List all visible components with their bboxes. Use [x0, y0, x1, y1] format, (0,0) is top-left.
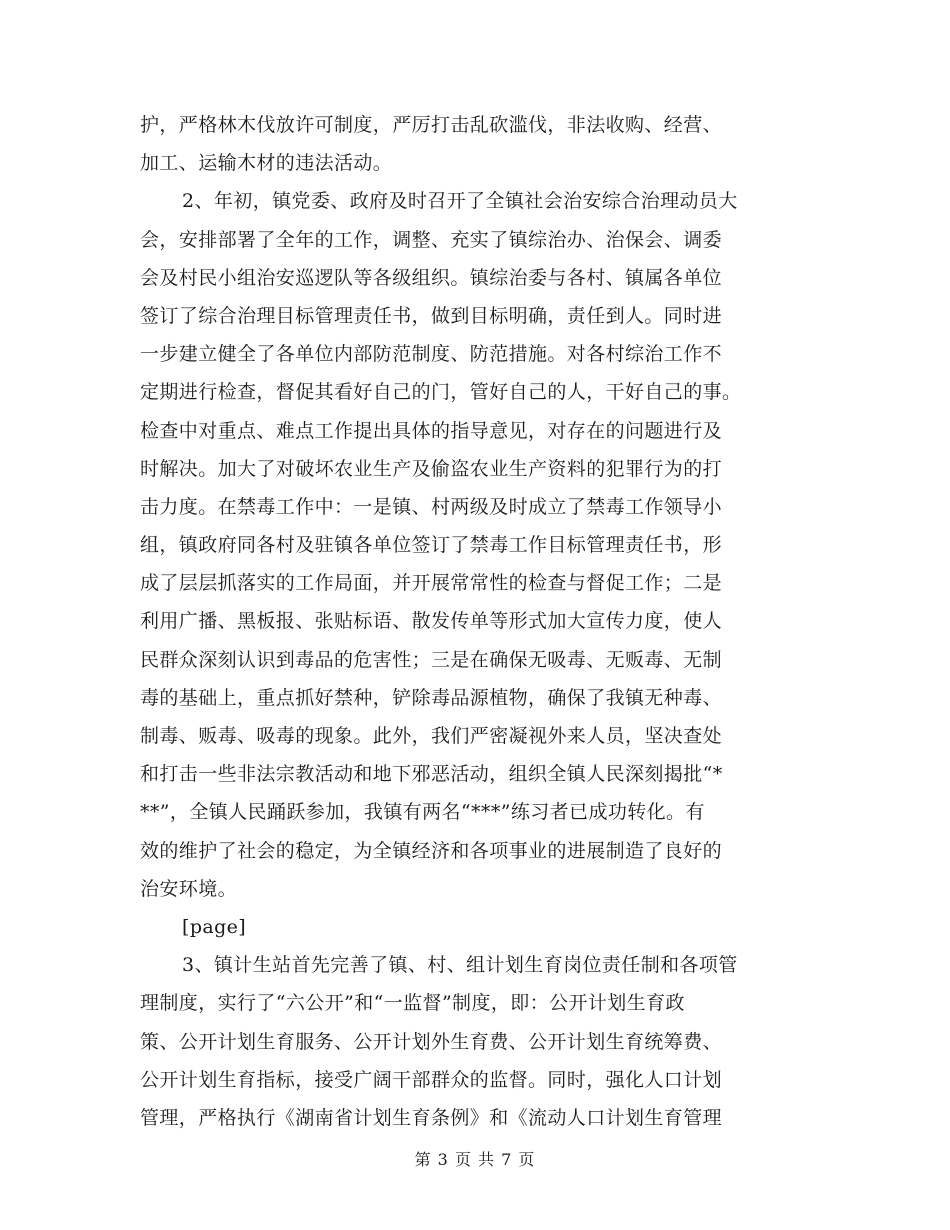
text-line: 治安环境。 [140, 877, 238, 900]
text-line: 组，镇政府同各村及驻镇各单位签订了禁毒工作目标管理责任书，形 [140, 534, 723, 557]
text-line: [page] [182, 915, 247, 938]
text-line: 签订了综合治理目标管理责任书，做到目标明确，责任到人。同时进 [140, 304, 723, 327]
text-line: 2、年初，镇党委、政府及时召开了全镇社会治安综合治理动员大 [182, 190, 738, 213]
text-line: 毒的基础上，重点抓好禁种，铲除毒品源植物，确保了我镇无种毒、 [140, 686, 723, 709]
text-line: 策、公开计划生育服务、公开计划外生育费、公开计划生育统筹费、 [140, 1030, 723, 1053]
page-footer: 第 3 页 共 7 页 [414, 1150, 536, 1169]
text-line: 制毒、贩毒、吸毒的现象。此外，我们严密凝视外来人员，坚决查处 [140, 725, 723, 747]
text-line: 护，严格林木伐放许可制度，严厉打击乱砍滥伐，非法收购、经营、 [140, 114, 723, 136]
text-line: **”，全镇人民踊跃参加，我镇有两名“***”练习者已成功转化。有 [140, 801, 705, 824]
text-line: 击力度。在禁毒工作中：一是镇、村两级及时成立了禁毒工作领导小 [140, 495, 723, 518]
text-line: 理制度，实行了“六公开”和“一监督”制度，即：公开计划生育政 [140, 992, 685, 1015]
text-line: 会，安排部署了全年的工作，调整、充实了镇综治办、治保会、调委 [140, 228, 723, 251]
text-line: 利用广播、黑板报、张贴标语、散发传单等形式加大宣传力度，使人 [140, 610, 723, 633]
text-line: 3、镇计生站首先完善了镇、村、组计划生育岗位责任制和各项管 [182, 954, 738, 977]
text-line: 公开计划生育指标，接受广阔干部群众的监督。同时，强化人口计划 [140, 1068, 723, 1091]
text-line: 会及村民小组治安巡逻队等各级组织。镇综治委与各村、镇属各单位 [140, 266, 723, 289]
text-line: 时解决。加大了对破坏农业生产及偷盗农业生产资料的犯罪行为的打 [140, 457, 723, 480]
document-body [140, 106, 805, 1137]
text-line: 管理，严格执行《湖南省计划生育条例》和《流动人口计划生育管理 [140, 1106, 723, 1129]
text-line: 定期进行检查，督促其看好自己的门，管好自己的人，干好自己的事。 [140, 381, 742, 404]
text-line: 检查中对重点、难点工作提出具体的指导意见，对存在的问题进行及 [140, 419, 723, 442]
text-line: 民群众深刻认识到毒品的危害性；三是在确保无吸毒、无贩毒、无制 [140, 648, 723, 671]
text-line: 一步建立健全了各单位内部防范制度、防范措施。对各村综治工作不 [140, 343, 723, 366]
text-line: 加工、运输木材的违法活动。 [140, 152, 393, 175]
text-line: 成了层层抓落实的工作局面，并开展常常性的检查与督促工作；二是 [140, 572, 723, 595]
text-line: 效的维护了社会的稳定，为全镇经济和各项事业的进展制造了良好的 [140, 839, 723, 862]
text-line: 和打击一些非法宗教活动和地下邪恶活动，组织全镇人民深刻揭批“* [140, 763, 723, 786]
